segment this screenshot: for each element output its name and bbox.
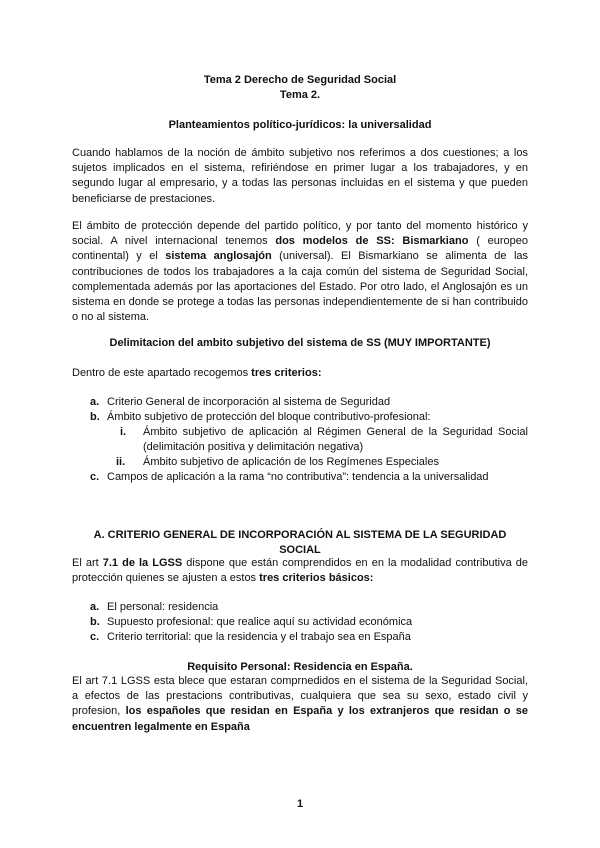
list-item: Supuesto profesional: que realice aquí su actividad económica [107,616,413,628]
text-run: dispone que están comprendidos en en la modalidad contributiva de protección quienes se ajusten a estos [72,557,529,585]
paragraph-modelos-ss [72,219,528,325]
text-run: El ámbito de protección depende del partido político, y por tanto del momento histórico y social. A nivel internacional tenemos [72,220,528,248]
list-marker: c. [90,631,100,643]
list-item: Ámbito subjetivo de aplicación de los Regímenes Especiales [143,456,439,468]
list-marker: b. [90,411,100,423]
document-subtitle: Tema 2. [279,89,321,101]
document-title: Tema 2 Derecho de Seguridad Social [203,74,397,86]
paragraph-tres-criterios [72,366,528,381]
bold-run-lgss: 7.1 de la LGSS [102,557,183,569]
section-heading-criterio-general: A. CRITERIO GENERAL DE INCORPORACIÓN AL SISTEMA DE LA SEGURIDAD [93,529,507,541]
list-item: Ámbito subjetivo de aplicación al Régimen General de la Seguridad Social (delimitación positiva y delimitación negativa) [143,426,528,454]
page-number: 1 [296,798,304,810]
list-item: Ámbito subjetivo de protección del bloque contributivo-profesional: [107,411,431,423]
text-run: El art [72,557,103,569]
section-heading-delimitacion: Delimitacion del ambito subjetivo del sistema de SS (MUY IMPORTANTE) [109,337,491,349]
list-item: Campos de aplicación a la rama “no contributiva”: tendencia a la universalidad [107,471,489,483]
list-item: Criterio General de incorporación al sistema de Seguridad [107,396,391,408]
list-marker: i. [120,426,127,438]
paragraph-requisito-personal [72,674,528,735]
bold-run-tres-criterios: tres criterios: [251,367,322,379]
list-marker: a. [90,396,100,408]
list-item: Criterio territorial: que la residencia y el trabajo sea en España [107,631,411,643]
list-marker: c. [90,471,100,483]
paragraph-art-7-1 [72,556,528,586]
text-run: El art 7.1 LGSS esta blece que estaran comprnedidos en el sistema de la Seguridad Social, a efectos de las prestacions contributivas, cualquiera que sea su sexo, estado civil y profesion, [72,675,528,718]
section-heading-residencia: Requisito Personal: Residencia en España. [187,661,413,673]
text-run: ( europeo continental) y el [72,235,528,263]
text-run: (universal). El Bismarkiano se alimenta de las contribuciones de todos los trabajadores a la caja común del sistema de Seguridad Social, complementada además por las aportaciones del Estado. Por otro lado, el Anglosajón es un sistema en donde se protege a todas las personas independientemente de si han contribuido o no al sistema. [72,250,529,324]
list-marker: b. [90,616,100,628]
paragraph-ambito-subjetivo: Cuando hablamos de la noción de ámbito subjetivo nos referimos a dos cuestiones; a los sujetos implicados en el sistema, refiriéndose en primer lugar a los trabajadores, y en segundo lugar al empresario, y a todas las personas incluidas en el sistema y que pueden beneficiarse de prestaciones. [72,147,528,205]
text-run: Dentro de este apartado recogemos [72,367,252,379]
section-heading-universalidad: Planteamientos político-jurídicos: la universalidad [168,119,432,131]
bold-run-anglosajon: sistema anglosajón [165,250,272,263]
list-marker: ii. [116,456,126,468]
bold-run-criterios-basicos: tres criterios básicos: [259,572,374,585]
bold-run-modelos: dos modelos de SS: Bismarkiano [275,235,469,248]
list-marker: a. [90,601,100,613]
list-item: El personal: residencia [107,601,219,613]
section-heading-criterio-general-line2: SOCIAL [279,544,321,556]
bold-run-residentes: los españoles que residan en España y los extranjeros que residan o se encuentren legalmente en España [72,705,528,733]
